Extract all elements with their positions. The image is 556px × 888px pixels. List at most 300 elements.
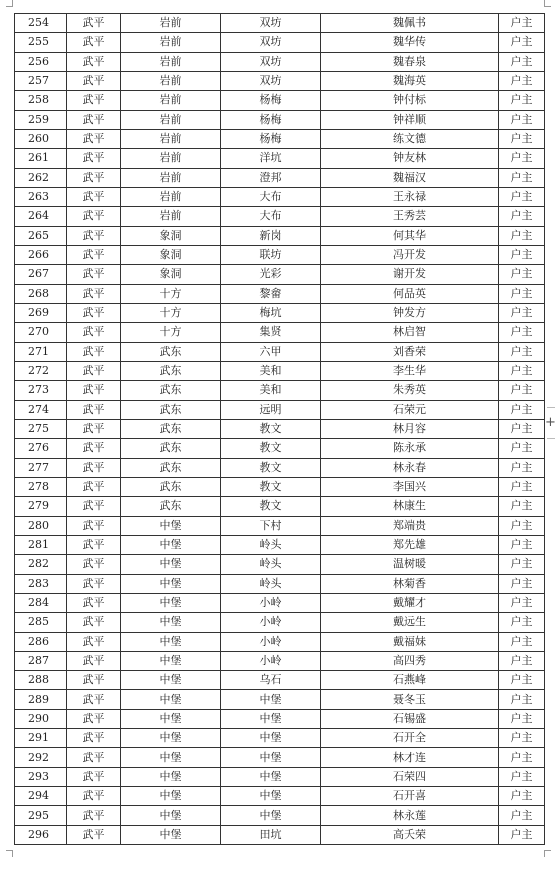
village-cell[interactable]: 双坊: [221, 33, 321, 52]
name-cell[interactable]: 聂冬玉: [321, 690, 499, 709]
role-cell[interactable]: 户主: [499, 265, 545, 284]
name-cell[interactable]: 钟友林: [321, 149, 499, 168]
village-cell[interactable]: 黎畲: [221, 284, 321, 303]
township-cell[interactable]: 中堡: [121, 806, 221, 825]
village-cell[interactable]: 中堡: [221, 767, 321, 786]
name-cell[interactable]: 石荣四: [321, 767, 499, 786]
row-number-cell[interactable]: 289: [15, 690, 67, 709]
township-cell[interactable]: 中堡: [121, 535, 221, 554]
role-cell[interactable]: 户主: [499, 593, 545, 612]
name-cell[interactable]: 戴远生: [321, 613, 499, 632]
table-row: [15, 226, 545, 245]
table-row: [15, 497, 545, 516]
household-table: [14, 13, 545, 845]
township-cell[interactable]: 中堡: [121, 555, 221, 574]
village-cell[interactable]: 澄邦: [221, 168, 321, 187]
county-cell[interactable]: 武平: [67, 535, 121, 554]
row-number-cell[interactable]: 290: [15, 709, 67, 728]
village-cell[interactable]: 杨梅: [221, 110, 321, 129]
table-row: [15, 91, 545, 110]
township-cell[interactable]: 岩前: [121, 187, 221, 206]
county-cell[interactable]: 武平: [67, 419, 121, 438]
role-cell[interactable]: 户主: [499, 168, 545, 187]
table-row: [15, 574, 545, 593]
row-number-cell[interactable]: 274: [15, 400, 67, 419]
village-cell[interactable]: 岭头: [221, 574, 321, 593]
county-cell[interactable]: 武平: [67, 207, 121, 226]
table-row: [15, 709, 545, 728]
table-row: [15, 593, 545, 612]
township-cell[interactable]: 中堡: [121, 613, 221, 632]
role-cell[interactable]: 户主: [499, 709, 545, 728]
village-cell[interactable]: 教文: [221, 439, 321, 458]
township-cell[interactable]: 中堡: [121, 825, 221, 844]
name-cell[interactable]: 温树暖: [321, 555, 499, 574]
row-number-cell[interactable]: 273: [15, 381, 67, 400]
name-cell[interactable]: 钟付标: [321, 91, 499, 110]
role-cell[interactable]: 户主: [499, 149, 545, 168]
role-cell[interactable]: 户主: [499, 284, 545, 303]
row-number-cell[interactable]: 268: [15, 284, 67, 303]
township-cell[interactable]: 中堡: [121, 671, 221, 690]
village-cell[interactable]: 小岭: [221, 613, 321, 632]
row-number-cell[interactable]: 295: [15, 806, 67, 825]
row-number-cell[interactable]: 264: [15, 207, 67, 226]
township-cell[interactable]: 中堡: [121, 632, 221, 651]
township-cell[interactable]: 十方: [121, 323, 221, 342]
page-corner-mark: [544, 0, 551, 7]
table-row: [15, 149, 545, 168]
name-cell[interactable]: 高夭荣: [321, 825, 499, 844]
township-cell[interactable]: 武东: [121, 458, 221, 477]
name-cell[interactable]: 陈永承: [321, 439, 499, 458]
table-row: [15, 671, 545, 690]
table-row: [15, 690, 545, 709]
township-cell[interactable]: 象洞: [121, 226, 221, 245]
row-number-cell[interactable]: 256: [15, 52, 67, 71]
role-cell[interactable]: 户主: [499, 110, 545, 129]
role-cell[interactable]: 户主: [499, 458, 545, 477]
township-cell[interactable]: 中堡: [121, 690, 221, 709]
village-cell[interactable]: 中堡: [221, 690, 321, 709]
role-cell[interactable]: 户主: [499, 207, 545, 226]
county-cell[interactable]: 武平: [67, 129, 121, 148]
county-cell[interactable]: 武平: [67, 14, 121, 33]
county-cell[interactable]: 武平: [67, 265, 121, 284]
role-cell[interactable]: 户主: [499, 671, 545, 690]
table-row: [15, 825, 545, 844]
table-row: [15, 187, 545, 206]
page-corner-mark: [6, 0, 13, 7]
township-cell[interactable]: 岩前: [121, 33, 221, 52]
township-cell[interactable]: 中堡: [121, 748, 221, 767]
county-cell[interactable]: 武平: [67, 361, 121, 380]
role-cell[interactable]: 户主: [499, 303, 545, 322]
village-cell[interactable]: 中堡: [221, 748, 321, 767]
name-cell[interactable]: 冯开发: [321, 245, 499, 264]
role-cell[interactable]: 户主: [499, 419, 545, 438]
role-cell[interactable]: 户主: [499, 787, 545, 806]
row-number-cell[interactable]: 277: [15, 458, 67, 477]
row-number-cell[interactable]: 285: [15, 613, 67, 632]
county-cell[interactable]: 武平: [67, 613, 121, 632]
row-number-cell[interactable]: 272: [15, 361, 67, 380]
village-cell[interactable]: 双坊: [221, 52, 321, 71]
role-cell[interactable]: 户主: [499, 516, 545, 535]
township-cell[interactable]: 中堡: [121, 516, 221, 535]
village-cell[interactable]: 远明: [221, 400, 321, 419]
role-cell[interactable]: 户主: [499, 245, 545, 264]
township-cell[interactable]: 中堡: [121, 787, 221, 806]
county-cell[interactable]: 武平: [67, 245, 121, 264]
row-number-cell[interactable]: 279: [15, 497, 67, 516]
township-cell[interactable]: 中堡: [121, 767, 221, 786]
row-number-cell[interactable]: 262: [15, 168, 67, 187]
township-cell[interactable]: 中堡: [121, 729, 221, 748]
name-cell[interactable]: 石燕峰: [321, 671, 499, 690]
township-cell[interactable]: 岩前: [121, 168, 221, 187]
row-number-cell[interactable]: 254: [15, 14, 67, 33]
name-cell[interactable]: 林康生: [321, 497, 499, 516]
role-cell[interactable]: 户主: [499, 497, 545, 516]
name-cell[interactable]: 魏春泉: [321, 52, 499, 71]
role-cell[interactable]: 户主: [499, 342, 545, 361]
table-row: [15, 767, 545, 786]
county-cell[interactable]: 武平: [67, 671, 121, 690]
village-cell[interactable]: 岭头: [221, 555, 321, 574]
county-cell[interactable]: 武平: [67, 555, 121, 574]
role-cell[interactable]: 户主: [499, 825, 545, 844]
township-cell[interactable]: 岩前: [121, 149, 221, 168]
name-cell[interactable]: 石荣元: [321, 400, 499, 419]
table-row: [15, 245, 545, 264]
name-cell[interactable]: 林永莲: [321, 806, 499, 825]
village-cell[interactable]: 中堡: [221, 709, 321, 728]
table-row: [15, 342, 545, 361]
county-cell[interactable]: 武平: [67, 787, 121, 806]
township-cell[interactable]: 武东: [121, 419, 221, 438]
county-cell[interactable]: 武平: [67, 497, 121, 516]
table-row: [15, 439, 545, 458]
township-cell[interactable]: 武东: [121, 400, 221, 419]
table-row: [15, 303, 545, 322]
village-cell[interactable]: 大布: [221, 187, 321, 206]
role-cell[interactable]: 户主: [499, 129, 545, 148]
row-number-cell[interactable]: 260: [15, 129, 67, 148]
row-number-cell[interactable]: 293: [15, 767, 67, 786]
role-cell[interactable]: 户主: [499, 613, 545, 632]
village-cell[interactable]: 岭头: [221, 535, 321, 554]
village-cell[interactable]: 双坊: [221, 14, 321, 33]
name-cell[interactable]: 何其华: [321, 226, 499, 245]
name-cell[interactable]: 林菊香: [321, 574, 499, 593]
row-number-cell[interactable]: 278: [15, 477, 67, 496]
row-number-cell[interactable]: 284: [15, 593, 67, 612]
add-row-icon[interactable]: +: [545, 415, 556, 430]
county-cell[interactable]: 武平: [67, 690, 121, 709]
row-number-cell[interactable]: 271: [15, 342, 67, 361]
village-cell[interactable]: 集贤: [221, 323, 321, 342]
name-cell[interactable]: 戴耀才: [321, 593, 499, 612]
village-cell[interactable]: 光彩: [221, 265, 321, 284]
row-number-cell[interactable]: 255: [15, 33, 67, 52]
table-row: [15, 33, 545, 52]
name-cell[interactable]: 何品英: [321, 284, 499, 303]
role-cell[interactable]: 户主: [499, 767, 545, 786]
table-row: [15, 207, 545, 226]
township-cell[interactable]: 武东: [121, 439, 221, 458]
role-cell[interactable]: 户主: [499, 71, 545, 90]
county-cell[interactable]: 武平: [67, 187, 121, 206]
county-cell[interactable]: 武平: [67, 226, 121, 245]
county-cell[interactable]: 武平: [67, 400, 121, 419]
role-cell[interactable]: 户主: [499, 439, 545, 458]
township-cell[interactable]: 岩前: [121, 129, 221, 148]
name-cell[interactable]: 石开全: [321, 729, 499, 748]
table-row: [15, 361, 545, 380]
village-cell[interactable]: 小岭: [221, 632, 321, 651]
role-cell[interactable]: 户主: [499, 574, 545, 593]
name-cell[interactable]: 朱秀英: [321, 381, 499, 400]
row-number-cell[interactable]: 275: [15, 419, 67, 438]
table-row: [15, 419, 545, 438]
row-number-cell[interactable]: 261: [15, 149, 67, 168]
table-row: [15, 806, 545, 825]
table-row: [15, 381, 545, 400]
county-cell[interactable]: 武平: [67, 381, 121, 400]
role-cell[interactable]: 户主: [499, 535, 545, 554]
row-number-cell[interactable]: 281: [15, 535, 67, 554]
township-cell[interactable]: 中堡: [121, 709, 221, 728]
role-cell[interactable]: 户主: [499, 52, 545, 71]
township-cell[interactable]: 武东: [121, 497, 221, 516]
village-cell[interactable]: 教文: [221, 419, 321, 438]
township-cell[interactable]: 岩前: [121, 110, 221, 129]
county-cell[interactable]: 武平: [67, 632, 121, 651]
table-row: [15, 284, 545, 303]
name-cell[interactable]: 魏福汉: [321, 168, 499, 187]
table-row: [15, 265, 545, 284]
row-number-cell[interactable]: 287: [15, 651, 67, 670]
name-cell[interactable]: 石开喜: [321, 787, 499, 806]
name-cell[interactable]: 郑先雄: [321, 535, 499, 554]
township-cell[interactable]: 中堡: [121, 593, 221, 612]
county-cell[interactable]: 武平: [67, 458, 121, 477]
name-cell[interactable]: 石锡盛: [321, 709, 499, 728]
village-cell[interactable]: 大布: [221, 207, 321, 226]
role-cell[interactable]: 户主: [499, 748, 545, 767]
name-cell[interactable]: 李生华: [321, 361, 499, 380]
county-cell[interactable]: 武平: [67, 439, 121, 458]
village-cell[interactable]: 教文: [221, 497, 321, 516]
table-row: [15, 129, 545, 148]
row-number-cell[interactable]: 266: [15, 245, 67, 264]
role-cell[interactable]: 户主: [499, 632, 545, 651]
county-cell[interactable]: 武平: [67, 825, 121, 844]
village-cell[interactable]: 小岭: [221, 651, 321, 670]
village-cell[interactable]: 教文: [221, 458, 321, 477]
village-cell[interactable]: 下村: [221, 516, 321, 535]
page-corner-mark: [544, 850, 551, 857]
township-cell[interactable]: 岩前: [121, 71, 221, 90]
role-cell[interactable]: 户主: [499, 400, 545, 419]
county-cell[interactable]: 武平: [67, 477, 121, 496]
name-cell[interactable]: 林月容: [321, 419, 499, 438]
name-cell[interactable]: 高四秀: [321, 651, 499, 670]
county-cell[interactable]: 武平: [67, 303, 121, 322]
county-cell[interactable]: 武平: [67, 574, 121, 593]
village-cell[interactable]: 联坊: [221, 245, 321, 264]
township-cell[interactable]: 武东: [121, 361, 221, 380]
village-cell[interactable]: 教文: [221, 477, 321, 496]
township-cell[interactable]: 十方: [121, 284, 221, 303]
name-cell[interactable]: 魏海英: [321, 71, 499, 90]
row-number-cell[interactable]: 257: [15, 71, 67, 90]
county-cell[interactable]: 武平: [67, 33, 121, 52]
row-number-cell[interactable]: 283: [15, 574, 67, 593]
role-cell[interactable]: 户主: [499, 381, 545, 400]
row-number-cell[interactable]: 296: [15, 825, 67, 844]
table-row: [15, 110, 545, 129]
township-cell[interactable]: 象洞: [121, 245, 221, 264]
township-cell[interactable]: 武东: [121, 477, 221, 496]
row-number-cell[interactable]: 280: [15, 516, 67, 535]
village-cell[interactable]: 新岗: [221, 226, 321, 245]
role-cell[interactable]: 户主: [499, 226, 545, 245]
row-number-cell[interactable]: 288: [15, 671, 67, 690]
table-row: [15, 458, 545, 477]
role-cell[interactable]: 户主: [499, 729, 545, 748]
county-cell[interactable]: 武平: [67, 284, 121, 303]
row-number-cell[interactable]: 292: [15, 748, 67, 767]
village-cell[interactable]: 梅坑: [221, 303, 321, 322]
village-cell[interactable]: 中堡: [221, 806, 321, 825]
county-cell[interactable]: 武平: [67, 323, 121, 342]
table-row: [15, 14, 545, 33]
township-cell[interactable]: 中堡: [121, 651, 221, 670]
row-number-cell[interactable]: 265: [15, 226, 67, 245]
name-cell[interactable]: 林启智: [321, 323, 499, 342]
row-number-cell[interactable]: 276: [15, 439, 67, 458]
name-cell[interactable]: 钟发方: [321, 303, 499, 322]
village-cell[interactable]: 中堡: [221, 787, 321, 806]
table-row: [15, 400, 545, 419]
county-cell[interactable]: 武平: [67, 651, 121, 670]
row-number-cell[interactable]: 294: [15, 787, 67, 806]
row-number-cell[interactable]: 286: [15, 632, 67, 651]
name-cell[interactable]: 戴福妹: [321, 632, 499, 651]
township-cell[interactable]: 中堡: [121, 574, 221, 593]
role-cell[interactable]: 户主: [499, 806, 545, 825]
name-cell[interactable]: 李国兴: [321, 477, 499, 496]
county-cell[interactable]: 武平: [67, 149, 121, 168]
role-cell[interactable]: 户主: [499, 323, 545, 342]
township-cell[interactable]: 岩前: [121, 207, 221, 226]
row-number-cell[interactable]: 291: [15, 729, 67, 748]
county-cell[interactable]: 武平: [67, 516, 121, 535]
role-cell[interactable]: 户主: [499, 651, 545, 670]
row-number-cell[interactable]: 267: [15, 265, 67, 284]
village-cell[interactable]: 美和: [221, 381, 321, 400]
row-number-cell[interactable]: 263: [15, 187, 67, 206]
township-cell[interactable]: 象洞: [121, 265, 221, 284]
county-cell[interactable]: 武平: [67, 342, 121, 361]
township-cell[interactable]: 武东: [121, 381, 221, 400]
row-number-cell[interactable]: 269: [15, 303, 67, 322]
name-cell[interactable]: 刘香荣: [321, 342, 499, 361]
name-cell[interactable]: 林永春: [321, 458, 499, 477]
village-cell[interactable]: 杨梅: [221, 129, 321, 148]
table-row: [15, 71, 545, 90]
table-row: [15, 632, 545, 651]
township-cell[interactable]: 十方: [121, 303, 221, 322]
role-cell[interactable]: 户主: [499, 187, 545, 206]
name-cell[interactable]: 王永禄: [321, 187, 499, 206]
table-row: [15, 729, 545, 748]
village-cell[interactable]: 乌石: [221, 671, 321, 690]
county-cell[interactable]: 武平: [67, 593, 121, 612]
county-cell[interactable]: 武平: [67, 767, 121, 786]
county-cell[interactable]: 武平: [67, 729, 121, 748]
village-cell[interactable]: 双坊: [221, 71, 321, 90]
county-cell[interactable]: 武平: [67, 110, 121, 129]
role-cell[interactable]: 户主: [499, 477, 545, 496]
table-row: [15, 323, 545, 342]
row-number-cell[interactable]: 258: [15, 91, 67, 110]
row-number-cell[interactable]: 270: [15, 323, 67, 342]
county-cell[interactable]: 武平: [67, 709, 121, 728]
table-row: [15, 651, 545, 670]
name-cell[interactable]: 林才连: [321, 748, 499, 767]
township-cell[interactable]: 岩前: [121, 52, 221, 71]
name-cell[interactable]: 魏佩书: [321, 14, 499, 33]
name-cell[interactable]: 郑端贵: [321, 516, 499, 535]
row-number-cell[interactable]: 259: [15, 110, 67, 129]
name-cell[interactable]: 王秀芸: [321, 207, 499, 226]
name-cell[interactable]: 魏华传: [321, 33, 499, 52]
role-cell[interactable]: 户主: [499, 555, 545, 574]
role-cell[interactable]: 户主: [499, 690, 545, 709]
table-row: [15, 535, 545, 554]
county-cell[interactable]: 武平: [67, 71, 121, 90]
village-cell[interactable]: 杨梅: [221, 91, 321, 110]
village-cell[interactable]: 六甲: [221, 342, 321, 361]
row-number-cell[interactable]: 282: [15, 555, 67, 574]
role-cell[interactable]: 户主: [499, 14, 545, 33]
role-cell[interactable]: 户主: [499, 33, 545, 52]
role-cell[interactable]: 户主: [499, 361, 545, 380]
village-cell[interactable]: 田坑: [221, 825, 321, 844]
township-cell[interactable]: 岩前: [121, 91, 221, 110]
township-cell[interactable]: 岩前: [121, 14, 221, 33]
role-cell[interactable]: 户主: [499, 91, 545, 110]
county-cell[interactable]: 武平: [67, 748, 121, 767]
name-cell[interactable]: 钟祥顺: [321, 110, 499, 129]
county-cell[interactable]: 武平: [67, 91, 121, 110]
village-cell[interactable]: 美和: [221, 361, 321, 380]
county-cell[interactable]: 武平: [67, 168, 121, 187]
name-cell[interactable]: 练文德: [321, 129, 499, 148]
county-cell[interactable]: 武平: [67, 52, 121, 71]
township-cell[interactable]: 武东: [121, 342, 221, 361]
county-cell[interactable]: 武平: [67, 806, 121, 825]
table-body: [15, 14, 545, 845]
village-cell[interactable]: 洋坑: [221, 149, 321, 168]
village-cell[interactable]: 小岭: [221, 593, 321, 612]
name-cell[interactable]: 谢开发: [321, 265, 499, 284]
village-cell[interactable]: 中堡: [221, 729, 321, 748]
table-row: [15, 613, 545, 632]
